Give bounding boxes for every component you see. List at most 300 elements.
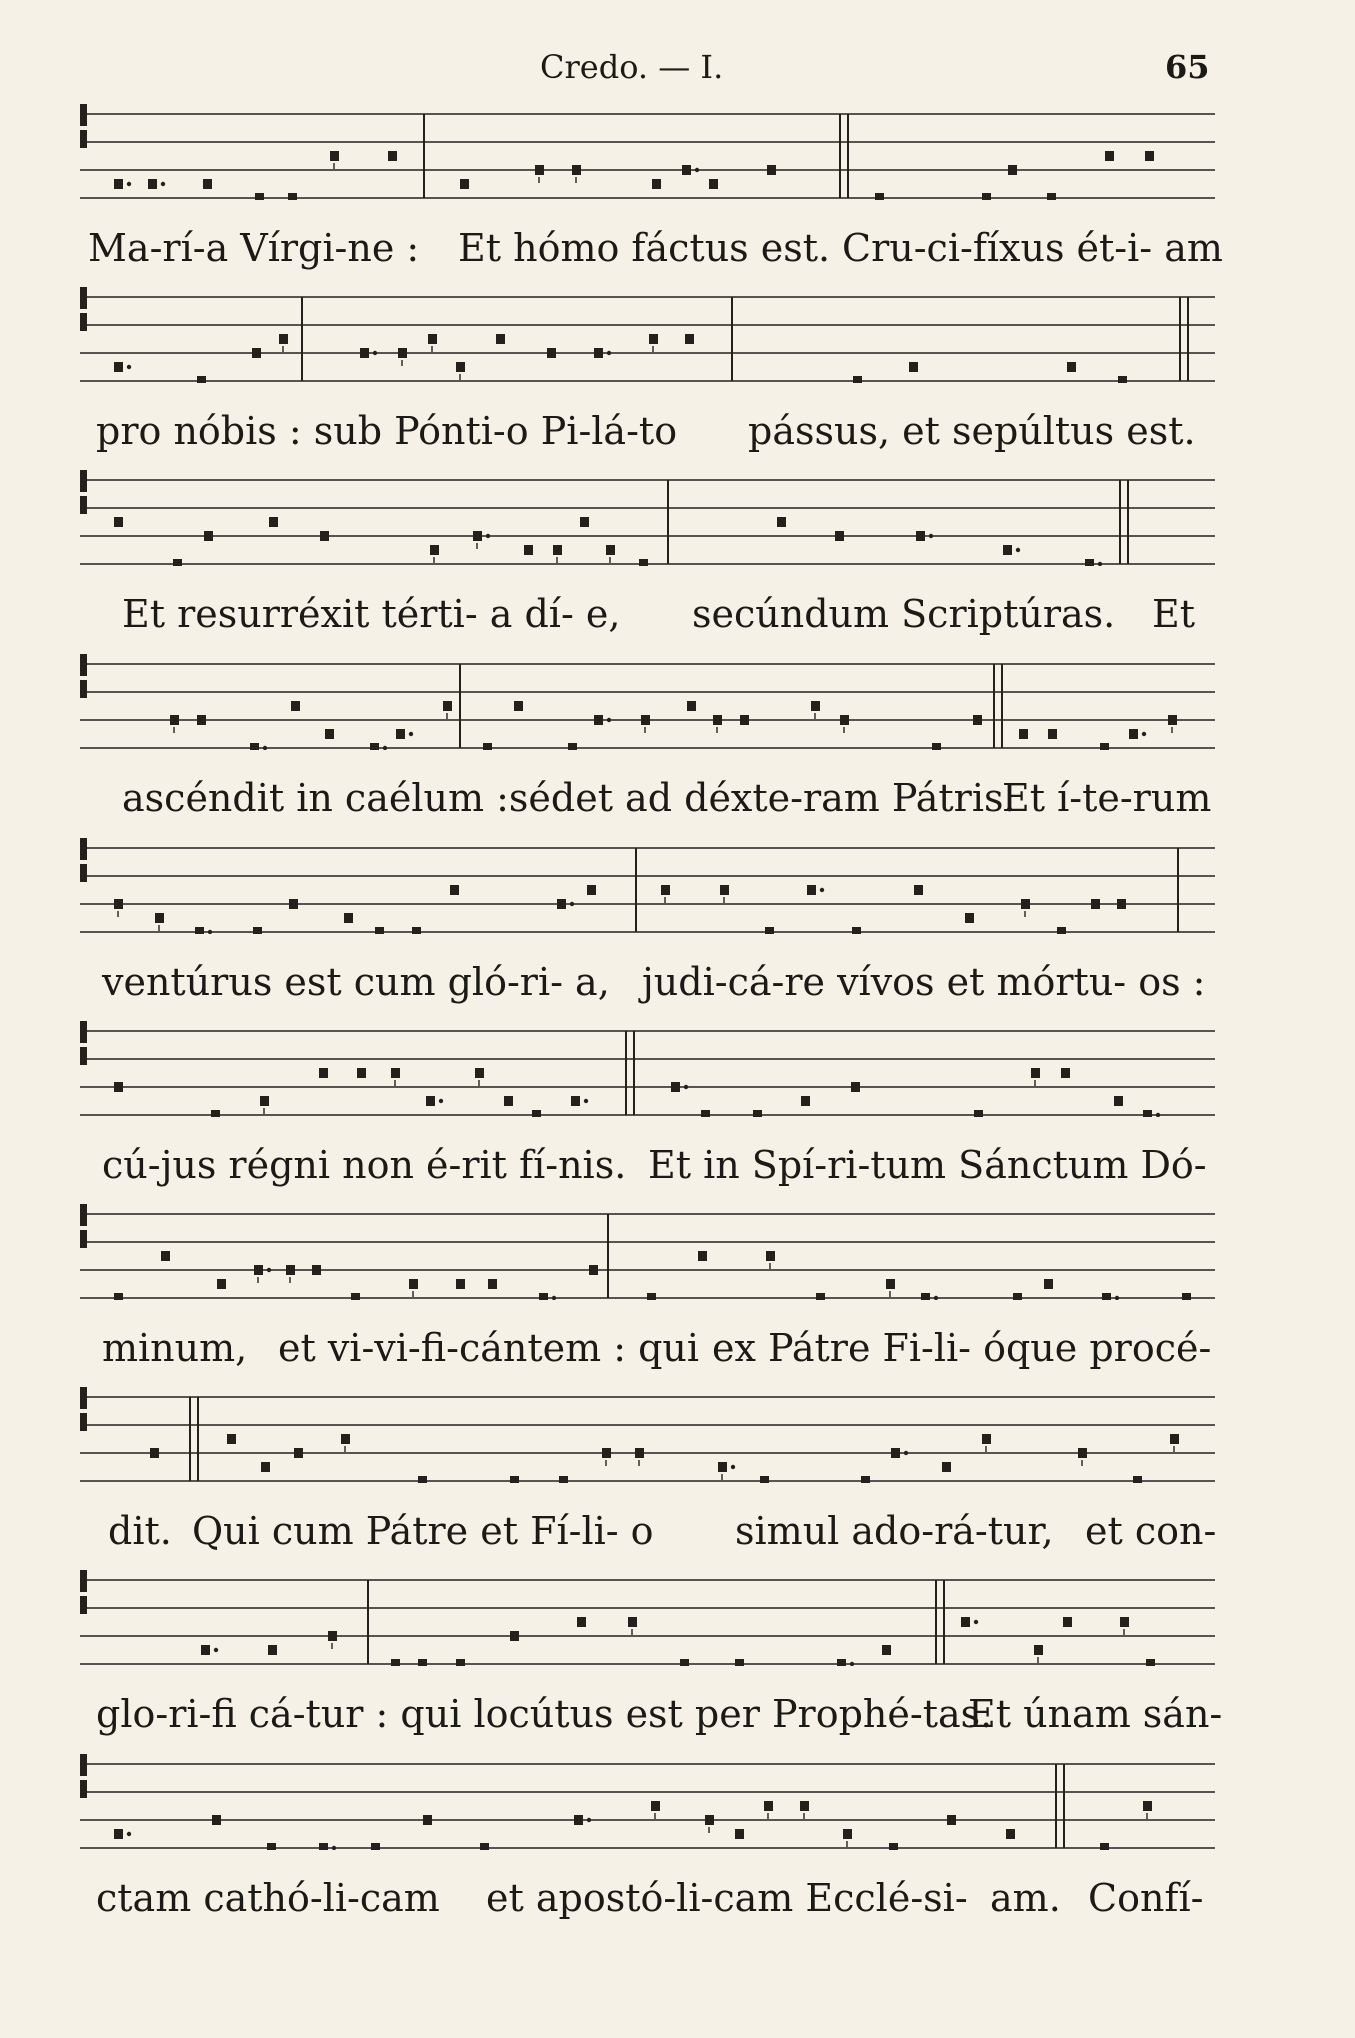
neume <box>483 743 492 750</box>
neume <box>250 743 259 750</box>
neume <box>942 1462 951 1472</box>
neume <box>777 517 786 527</box>
neume <box>1008 165 1017 175</box>
lyrics-line <box>0 1326 1355 1376</box>
lyrics-line <box>0 776 1355 826</box>
clef <box>80 1047 87 1065</box>
neume <box>851 1082 860 1092</box>
neume <box>204 531 213 541</box>
neume <box>740 715 749 725</box>
neume <box>535 165 544 175</box>
punctum-dot <box>1142 732 1146 736</box>
neume <box>539 1293 548 1300</box>
lyrics-line <box>0 1509 1355 1559</box>
neume <box>398 348 407 358</box>
neume <box>1117 899 1126 909</box>
neume <box>1105 151 1114 161</box>
neume <box>720 885 729 895</box>
lyric-segment: simul ado-rá-tur, <box>735 1509 1054 1553</box>
neume <box>114 517 123 527</box>
neume <box>760 1476 769 1483</box>
neume <box>861 1476 870 1483</box>
lyric-segment: ascéndit in caélum :sédet ad déxte-ram Pátris. <box>122 776 1016 820</box>
neume <box>475 1068 484 1078</box>
neume <box>574 1815 583 1825</box>
neume <box>418 1659 427 1666</box>
chant-staff <box>80 466 1215 566</box>
neume <box>341 1434 350 1444</box>
lyric-segment: glo-ri-fi cá-tur : qui locútus est per Prophé-tas. <box>96 1692 993 1736</box>
neume <box>320 531 329 541</box>
punctum-dot <box>161 182 165 186</box>
neume <box>837 1659 846 1666</box>
neume <box>344 913 353 923</box>
neume <box>1145 151 1154 161</box>
neume <box>260 1096 269 1106</box>
neume <box>1143 1801 1152 1811</box>
neume <box>1019 729 1028 739</box>
lyrics-line <box>0 409 1355 459</box>
neume <box>150 1448 159 1458</box>
lyric-segment: et vi-vi-fi-cántem : qui <box>278 1326 700 1370</box>
neume <box>412 927 421 934</box>
lyric-segment: Cru-ci-fíxus ét-i- am <box>842 226 1223 270</box>
neume <box>1129 729 1138 739</box>
neume <box>914 885 923 895</box>
neume <box>1048 729 1057 739</box>
lyric-segment: dit. <box>108 1509 172 1553</box>
page-header <box>0 48 1355 98</box>
clef <box>80 1021 87 1043</box>
neume <box>211 1110 220 1117</box>
neume <box>312 1265 321 1275</box>
punctum-dot <box>731 1465 735 1469</box>
neume <box>767 165 776 175</box>
neume <box>909 362 918 372</box>
clef <box>80 470 87 492</box>
neume <box>682 165 691 175</box>
neume <box>705 1815 714 1825</box>
neume <box>606 545 615 555</box>
neume <box>1114 1096 1123 1106</box>
neume <box>279 334 288 344</box>
neume <box>641 715 650 725</box>
neume <box>460 179 469 189</box>
clef <box>80 864 87 882</box>
neume <box>801 1096 810 1106</box>
neume <box>875 193 884 200</box>
lyrics-line <box>0 592 1355 642</box>
neume <box>195 927 204 934</box>
chant-staff <box>80 283 1215 383</box>
neume <box>635 1448 644 1458</box>
lyric-segment: cú-jus régni non é-rit fí-nis. <box>102 1143 627 1187</box>
punctum-dot <box>332 1846 336 1850</box>
neume <box>973 715 982 725</box>
neume <box>456 1279 465 1289</box>
neume <box>921 1293 930 1300</box>
neume <box>961 1617 970 1627</box>
neume <box>212 1815 221 1825</box>
neume <box>932 743 941 750</box>
neume <box>391 1068 400 1078</box>
neume <box>1013 1293 1022 1300</box>
neume <box>357 1068 366 1078</box>
neume <box>1034 1645 1043 1655</box>
neume <box>254 1265 263 1275</box>
punctum-dot <box>570 902 574 906</box>
neume <box>916 531 925 541</box>
lyric-segment: minum, <box>102 1326 248 1370</box>
punctum-dot <box>267 1268 271 1272</box>
chant-staff <box>80 1383 1215 1483</box>
chant-staff <box>80 1200 1215 1300</box>
clef <box>80 104 87 126</box>
clef <box>80 1230 87 1248</box>
neume <box>649 334 658 344</box>
lyric-segment: Et hómo fáctus est. <box>458 226 831 270</box>
neume <box>1085 559 1094 566</box>
neume <box>1120 1617 1129 1627</box>
neume <box>291 701 300 711</box>
neume <box>572 165 581 175</box>
chant-staff <box>80 834 1215 934</box>
lyrics-line <box>0 1876 1355 1926</box>
neume <box>370 743 379 750</box>
neume <box>1100 743 1109 750</box>
neume <box>713 715 722 725</box>
neume <box>974 1110 983 1117</box>
punctum-dot <box>409 732 413 736</box>
neume <box>114 362 123 372</box>
neume <box>325 729 334 739</box>
running-title: Credo. — I. <box>540 48 724 86</box>
neume <box>547 348 556 358</box>
punctum-dot <box>486 534 490 538</box>
neume <box>807 885 816 895</box>
lyric-segment: secúndum Scriptúras. <box>692 592 1116 636</box>
lyric-segment: pássus, et sepúltus est. <box>748 409 1196 453</box>
punctum-dot <box>208 930 212 934</box>
lyric-segment: judi-cá-re vívos et mórtu- os : <box>642 960 1206 1004</box>
neume <box>261 1462 270 1472</box>
neume <box>709 179 718 189</box>
neume <box>1061 1068 1070 1078</box>
neume <box>647 1293 656 1300</box>
clef <box>80 654 87 676</box>
neume <box>701 1110 710 1117</box>
lyric-segment: Et resurréxit térti- a dí- e, <box>122 592 621 636</box>
neume <box>1170 1434 1179 1444</box>
neume <box>114 1293 123 1300</box>
neume <box>161 1251 170 1261</box>
clef <box>80 287 87 309</box>
lyric-segment: ventúrus est cum gló-ri- a, <box>102 960 610 1004</box>
punctum-dot <box>820 888 824 892</box>
punctum-dot <box>263 746 267 750</box>
clef <box>80 1780 87 1798</box>
punctum-dot <box>1115 1296 1119 1300</box>
neume <box>269 517 278 527</box>
lyrics-line <box>0 1143 1355 1193</box>
neume <box>852 927 861 934</box>
neume <box>155 913 164 923</box>
neume <box>510 1476 519 1483</box>
neume <box>268 1645 277 1655</box>
punctum-dot <box>373 351 377 355</box>
punctum-dot <box>383 746 387 750</box>
neume <box>800 1801 809 1811</box>
neume <box>396 729 405 739</box>
neume <box>409 1279 418 1289</box>
neume <box>639 559 648 566</box>
page-number: 65 <box>1165 48 1210 86</box>
neume <box>594 715 603 725</box>
neume <box>1168 715 1177 725</box>
neume <box>443 701 452 711</box>
neume <box>735 1829 744 1839</box>
neume <box>170 715 179 725</box>
neume <box>253 927 262 934</box>
neume <box>1133 1476 1142 1483</box>
lyric-segment: Confí- <box>1088 1876 1204 1920</box>
clef <box>80 313 87 331</box>
clef <box>80 838 87 860</box>
neume <box>835 531 844 541</box>
neume <box>765 927 774 934</box>
punctum-dot <box>439 1099 443 1103</box>
chant-staff <box>80 1017 1215 1117</box>
neume <box>504 1096 513 1106</box>
neume <box>602 1448 611 1458</box>
neume <box>197 715 206 725</box>
neume <box>289 899 298 909</box>
neume <box>203 179 212 189</box>
neume <box>1063 1617 1072 1627</box>
neume <box>568 743 577 750</box>
neume <box>735 1659 744 1666</box>
lyric-segment: Et in Spí-ri-tum Sánctum Dó- <box>648 1143 1207 1187</box>
neume <box>286 1265 295 1275</box>
punctum-dot <box>695 168 699 172</box>
punctum-dot <box>1098 562 1102 566</box>
neume <box>423 1815 432 1825</box>
clef <box>80 1413 87 1431</box>
neume <box>1003 545 1012 555</box>
punctum-dot <box>929 534 933 538</box>
neume <box>889 1843 898 1850</box>
neume <box>496 334 505 344</box>
neume <box>853 376 862 383</box>
chant-staff <box>80 1566 1215 1666</box>
clef <box>80 1570 87 1592</box>
clef <box>80 680 87 698</box>
lyric-segment: ex Pátre Fi-li- óque procé- <box>712 1326 1212 1370</box>
neume <box>718 1462 727 1472</box>
punctum-dot <box>974 1620 978 1624</box>
lyric-segment: Et únam sán- <box>968 1692 1223 1736</box>
lyric-segment: am. <box>990 1876 1061 1920</box>
neume <box>201 1645 210 1655</box>
punctum-dot <box>850 1662 854 1666</box>
lyric-segment: Ma-rí-a Vírgi-ne : <box>88 226 420 270</box>
neume <box>886 1279 895 1289</box>
lyric-segment: et apostó-li-cam Ecclé-si- <box>486 1876 968 1920</box>
neume <box>288 193 297 200</box>
neume <box>319 1068 328 1078</box>
neume <box>1102 1293 1111 1300</box>
neume <box>811 701 820 711</box>
neume <box>252 348 261 358</box>
neume <box>294 1448 303 1458</box>
lyric-segment: pro nóbis : sub Pónti-o Pi-lá-to <box>96 409 678 453</box>
neume <box>553 545 562 555</box>
neume <box>965 913 974 923</box>
neume <box>557 899 566 909</box>
neume <box>1091 899 1100 909</box>
neume <box>319 1843 328 1850</box>
neume <box>418 1476 427 1483</box>
neume <box>1182 1293 1191 1300</box>
neume <box>594 348 603 358</box>
neume <box>510 1631 519 1641</box>
neume <box>589 1265 598 1275</box>
neume <box>1143 1110 1152 1117</box>
neume <box>816 1293 825 1300</box>
punctum-dot <box>904 1451 908 1455</box>
neume <box>698 1251 707 1261</box>
neume <box>391 1659 400 1666</box>
neume <box>753 1110 762 1117</box>
neume <box>267 1843 276 1850</box>
punctum-dot <box>1156 1113 1160 1117</box>
neume <box>330 151 339 161</box>
neume <box>114 899 123 909</box>
clef <box>80 1204 87 1226</box>
neume <box>524 545 533 555</box>
neume <box>580 517 589 527</box>
neume <box>473 531 482 541</box>
neume <box>628 1617 637 1627</box>
punctum-dot <box>127 365 131 369</box>
neume <box>532 1110 541 1117</box>
neume <box>840 715 849 725</box>
neume <box>148 179 157 189</box>
neume <box>680 1659 689 1666</box>
neume <box>947 1815 956 1825</box>
chant-staff <box>80 1750 1215 1850</box>
neume <box>651 1801 660 1811</box>
neume <box>1057 927 1066 934</box>
clef <box>80 1596 87 1614</box>
neume <box>571 1096 580 1106</box>
punctum-dot <box>684 1085 688 1089</box>
neume <box>891 1448 900 1458</box>
neume <box>428 334 437 344</box>
neume <box>764 1801 773 1811</box>
lyric-segment: ctam cathó-li-cam <box>96 1876 440 1920</box>
neume <box>1031 1068 1040 1078</box>
neume <box>328 1631 337 1641</box>
punctum-dot <box>607 351 611 355</box>
neume <box>1078 1448 1087 1458</box>
lyric-segment: et con- <box>1085 1509 1217 1553</box>
neume <box>1118 376 1127 383</box>
neume <box>114 179 123 189</box>
neume <box>661 885 670 895</box>
neume <box>1067 362 1076 372</box>
neume <box>426 1096 435 1106</box>
neume <box>371 1843 380 1850</box>
chant-staff <box>80 100 1215 200</box>
neume <box>375 927 384 934</box>
lyrics-line <box>0 960 1355 1010</box>
neume <box>1006 1829 1015 1839</box>
neume <box>652 179 661 189</box>
neume <box>671 1082 680 1092</box>
lyric-segment: Et <box>1152 592 1196 636</box>
neume <box>766 1251 775 1261</box>
punctum-dot <box>584 1099 588 1103</box>
lyrics-line <box>0 1692 1355 1742</box>
lyrics-line <box>0 226 1355 276</box>
neume <box>982 193 991 200</box>
neume <box>1047 193 1056 200</box>
neume <box>687 701 696 711</box>
neume <box>114 1829 123 1839</box>
clef <box>80 1754 87 1776</box>
lyric-segment: Qui cum Pátre et Fí-li- o <box>192 1509 654 1553</box>
neume <box>982 1434 991 1444</box>
neume <box>360 348 369 358</box>
neume <box>173 559 182 566</box>
neume <box>488 1279 497 1289</box>
punctum-dot <box>127 182 131 186</box>
clef <box>80 1387 87 1409</box>
neume <box>587 885 596 895</box>
neume <box>1146 1659 1155 1666</box>
neume <box>430 545 439 555</box>
neume <box>1100 1843 1109 1850</box>
punctum-dot <box>934 1296 938 1300</box>
neume <box>514 701 523 711</box>
neume <box>450 885 459 895</box>
neume <box>351 1293 360 1300</box>
neume <box>882 1645 891 1655</box>
neume <box>197 376 206 383</box>
punctum-dot <box>552 1296 556 1300</box>
clef <box>80 496 87 514</box>
neume <box>1021 899 1030 909</box>
lyric-segment: Et í-te-rum <box>1002 776 1212 820</box>
neume <box>388 151 397 161</box>
punctum-dot <box>1016 548 1020 552</box>
neume <box>685 334 694 344</box>
neume <box>456 362 465 372</box>
neume <box>559 1476 568 1483</box>
neume <box>843 1829 852 1839</box>
punctum-dot <box>214 1648 218 1652</box>
neume <box>217 1279 226 1289</box>
neume <box>577 1617 586 1627</box>
neume <box>255 193 264 200</box>
punctum-dot <box>607 718 611 722</box>
chant-staff <box>80 650 1215 750</box>
neume <box>480 1843 489 1850</box>
neume <box>114 1082 123 1092</box>
punctum-dot <box>587 1818 591 1822</box>
clef <box>80 130 87 148</box>
